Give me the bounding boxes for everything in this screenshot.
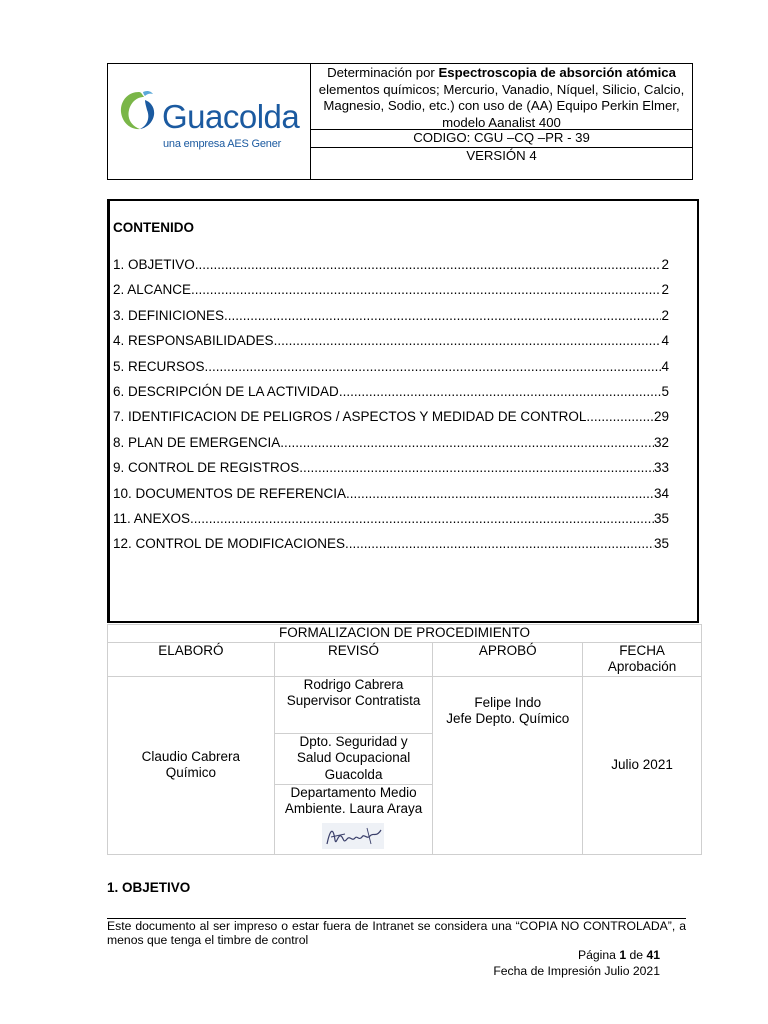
toc-item[interactable] (113, 486, 669, 511)
elaboro-cell (108, 676, 275, 854)
toc-leader (205, 359, 662, 374)
signature-area (277, 818, 431, 854)
toc-item-page: 29 (653, 409, 669, 425)
formalization-table (107, 624, 702, 855)
toc-item[interactable] (113, 536, 669, 561)
document-header (107, 63, 693, 180)
toc-item-label: 11. ANEXOS (113, 510, 191, 526)
toc-leader (280, 435, 654, 450)
footer-note: Este documento al ser impreso o estar fuera de Intranet se considera una “COPIA NO CONTROLADA”, a menos que tenga el timbre de control (107, 919, 686, 947)
toc-leader (299, 460, 654, 475)
reviso-cell-1 (274, 676, 433, 733)
toc-item[interactable] (113, 384, 669, 409)
toc-item-page: 2 (661, 307, 669, 323)
toc-item-label: 9. CONTROL DE REGISTROS (113, 460, 300, 476)
toc-item[interactable] (113, 333, 669, 358)
reviso-3-line2: Ambiente. Laura Araya (284, 801, 423, 816)
reviso-1-line2: Supervisor Contratista (286, 693, 421, 708)
contents-title: CONTENIDO (113, 220, 194, 235)
page-prefix: Página (577, 948, 620, 962)
toc-leader (195, 257, 662, 272)
toc-item[interactable] (113, 359, 669, 384)
reviso-3-line1: Departamento Medio (290, 784, 417, 800)
table-of-contents (107, 199, 699, 623)
toc-item-page: 35 (653, 510, 669, 526)
toc-item-label: 6. DESCRIPCIÓN DE LA ACTIVIDAD (113, 383, 339, 399)
toc-leader (586, 409, 654, 424)
toc-item-label: 8. PLAN DE EMERGENCIA (113, 434, 281, 450)
toc-item-page: 2 (661, 282, 669, 298)
toc-leader (274, 333, 662, 348)
fecha-cell: Julio 2021 (583, 676, 702, 854)
toc-item[interactable] (113, 511, 669, 536)
reviso-cell-3 (274, 784, 433, 854)
elaboro-name: Claudio Cabrera (141, 748, 240, 764)
toc-item-label: 12. CONTROL DE MODIFICACIONES (113, 536, 346, 552)
logo-tagline: una empresa AES Gener (163, 138, 282, 150)
toc-item-page: 33 (653, 460, 669, 476)
header-fecha-sub: Aprobación (607, 659, 677, 674)
print-date: Fecha de Impresión Julio 2021 (493, 964, 660, 978)
title-cell (311, 64, 692, 179)
toc-item[interactable] (113, 282, 669, 307)
document-version: VERSIÓN 4 (466, 148, 537, 163)
reviso-2-line2: Salud Ocupacional (296, 750, 411, 766)
toc-item-label: 2. ALCANCE (113, 282, 192, 298)
section-heading-objetivo: 1. OBJETIVO (107, 880, 191, 895)
toc-leader (346, 486, 654, 501)
aprobo-role: Jefe Depto. Químico (446, 711, 570, 726)
document-code: CODIGO: CGU –CQ –PR - 39 (311, 130, 692, 148)
toc-item-page: 35 (653, 536, 669, 552)
title-rest: elementos químicos; Mercurio, Vanadio, Níquel, Silicio, Calcio, Magnesio, Sodio, etc.) con uso de (AA) Equipo Perkin Elmer, modelo Aanalist 400 (318, 81, 685, 130)
page-current: 1 (619, 948, 627, 962)
toc-item-page: 4 (661, 333, 669, 349)
toc-item-label: 4. RESPONSABILIDADES (113, 333, 274, 349)
signature-icon (321, 820, 387, 852)
toc-item-page: 34 (653, 485, 669, 501)
header-fecha-label: FECHA (619, 642, 665, 658)
aprobo-name: Felipe Indo (474, 694, 542, 710)
reviso-cell-2 (274, 733, 433, 784)
title-bold: Espectroscopia de absorción atómica (438, 65, 676, 80)
logo-wordmark: Guacolda (162, 98, 300, 135)
formalization-title: FORMALIZACION DE PROCEDIMIENTO (108, 625, 702, 643)
toc-item[interactable] (113, 308, 669, 333)
toc-item-page: 5 (661, 383, 669, 399)
toc-leader (190, 511, 654, 526)
toc-item-page: 2 (661, 257, 669, 272)
toc-item-label: 1. OBJETIVO (113, 257, 195, 272)
logo-cell (108, 64, 311, 179)
toc-item-page: 32 (653, 434, 669, 450)
header-elaboro: ELABORÓ (108, 642, 275, 676)
toc-list (113, 257, 669, 562)
header-aprobo: APROBÓ (433, 642, 583, 676)
toc-item[interactable] (113, 460, 669, 485)
toc-item[interactable] (113, 435, 669, 460)
toc-item-page: 4 (661, 358, 669, 374)
toc-item-label: 10. DOCUMENTOS DE REFERENCIA (113, 485, 347, 501)
document-title (311, 64, 692, 130)
page-total: 41 (646, 948, 660, 962)
toc-leader (224, 308, 661, 323)
toc-item[interactable] (113, 257, 669, 282)
aprobo-cell (433, 676, 583, 854)
toc-item[interactable] (113, 409, 669, 434)
page-number (578, 948, 660, 962)
toc-leader (191, 282, 661, 297)
reviso-2-line3: Guacolda (324, 766, 383, 782)
header-reviso: REVISÓ (274, 642, 433, 676)
toc-item-label: 5. RECURSOS (113, 358, 205, 374)
toc-leader (339, 384, 662, 399)
page-mid: de (626, 948, 647, 962)
guacolda-logo-mark-icon (117, 88, 161, 134)
toc-item-label: 7. IDENTIFICACION DE PELIGROS / ASPECTOS Y MEDIDAD DE CONTROL (113, 409, 587, 425)
elaboro-role: Químico (165, 765, 216, 780)
reviso-1-line1: Rodrigo Cabrera (303, 676, 404, 692)
toc-item-label: 3. DEFINICIONES (113, 307, 225, 323)
title-prefix: Determinación por (327, 65, 439, 80)
reviso-2-line1: Dpto. Seguridad y (299, 733, 408, 749)
header-fecha (583, 642, 702, 676)
toc-leader (345, 536, 654, 551)
